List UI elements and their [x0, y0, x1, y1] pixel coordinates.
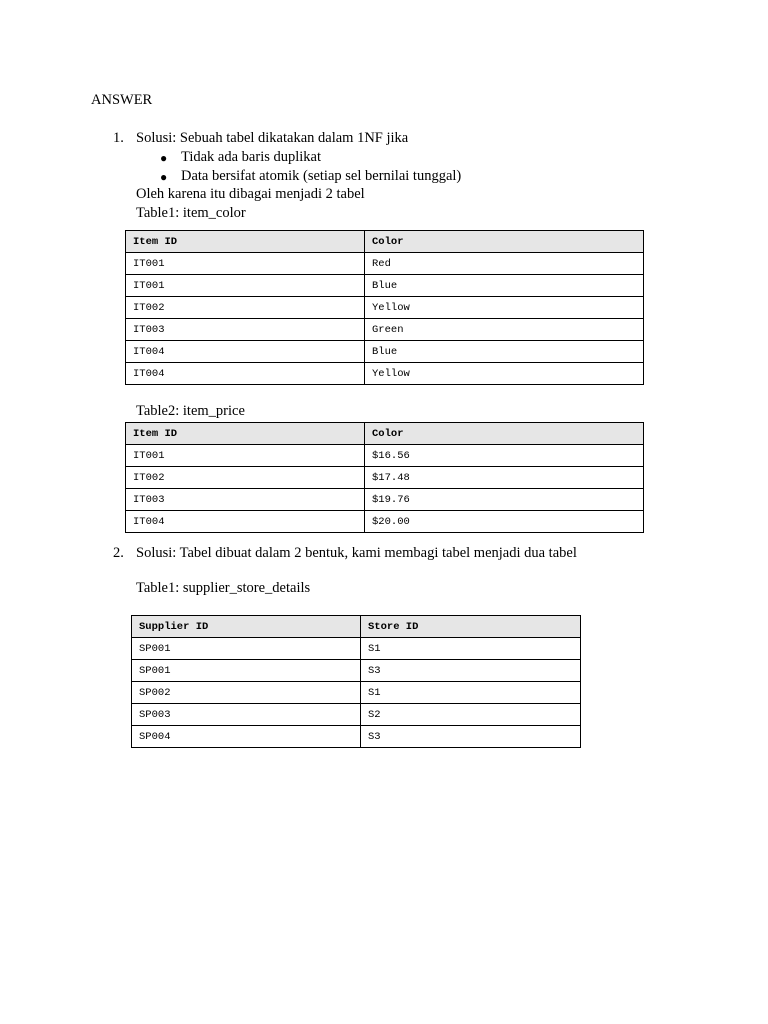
table-row	[126, 445, 644, 467]
table-cell: S1	[361, 638, 581, 660]
table-header-row	[126, 423, 644, 445]
item-color-table	[125, 230, 644, 385]
q1-table2-caption: Table2: item_price	[136, 403, 245, 419]
table-row	[132, 682, 581, 704]
column-header: Supplier ID	[132, 616, 361, 638]
column-header: Store ID	[361, 616, 581, 638]
table-cell: IT004	[126, 363, 365, 385]
bullet-icon: ●	[160, 151, 168, 165]
table-cell: Yellow	[365, 297, 644, 319]
table-cell: IT002	[126, 297, 365, 319]
supplier-store-table	[131, 615, 581, 748]
table-cell: Red	[365, 253, 644, 275]
table-cell: Green	[365, 319, 644, 341]
column-header: Item ID	[126, 231, 365, 253]
table-cell: $17.48	[365, 467, 644, 489]
column-header: Color	[365, 231, 644, 253]
table-cell: S2	[361, 704, 581, 726]
table-cell: S1	[361, 682, 581, 704]
table-row	[126, 363, 644, 385]
q2-number: 2.	[113, 545, 124, 561]
table-cell: S3	[361, 726, 581, 748]
table-cell: $19.76	[365, 489, 644, 511]
table-header-row	[126, 231, 644, 253]
table-cell: IT003	[126, 319, 365, 341]
table-cell: SP003	[132, 704, 361, 726]
table-row	[126, 319, 644, 341]
table-header-row	[132, 616, 581, 638]
q1-line2: Oleh karena itu dibagai menjadi 2 tabel	[136, 186, 365, 202]
table-row	[132, 704, 581, 726]
table-row	[126, 275, 644, 297]
table-cell: SP002	[132, 682, 361, 704]
table-cell: IT001	[126, 445, 365, 467]
table-cell: S3	[361, 660, 581, 682]
table-cell: SP001	[132, 660, 361, 682]
q1-intro: Solusi: Sebuah tabel dikatakan dalam 1NF jika	[136, 130, 409, 146]
q1-table1-caption: Table1: item_color	[136, 205, 246, 221]
table-row	[126, 253, 644, 275]
table-cell: IT001	[126, 253, 365, 275]
table-row	[126, 511, 644, 533]
table-cell: IT004	[126, 511, 365, 533]
table-row	[126, 297, 644, 319]
table-cell: Blue	[365, 341, 644, 363]
table-cell: Yellow	[365, 363, 644, 385]
table-row	[132, 638, 581, 660]
table-row	[126, 467, 644, 489]
table-cell: $16.56	[365, 445, 644, 467]
q1-number: 1.	[113, 130, 124, 146]
column-header: Item ID	[126, 423, 365, 445]
q2-intro: Solusi: Tabel dibuat dalam 2 bentuk, kami membagi tabel menjadi dua tabel	[136, 545, 577, 561]
table-cell: IT004	[126, 341, 365, 363]
table-row	[132, 726, 581, 748]
answer-heading: ANSWER	[91, 92, 153, 108]
table-cell: Blue	[365, 275, 644, 297]
table-cell: IT003	[126, 489, 365, 511]
column-header: Color	[365, 423, 644, 445]
q2-table1-caption: Table1: supplier_store_details	[136, 580, 311, 596]
table-cell: $20.00	[365, 511, 644, 533]
item-price-table	[125, 422, 644, 533]
table-row	[126, 489, 644, 511]
bullet-icon: ●	[160, 170, 168, 184]
table-cell: SP004	[132, 726, 361, 748]
q1-bullet-1: Tidak ada baris duplikat	[181, 149, 322, 165]
table-cell: IT001	[126, 275, 365, 297]
table-cell: IT002	[126, 467, 365, 489]
table-row	[126, 341, 644, 363]
table-row	[132, 660, 581, 682]
table-cell: SP001	[132, 638, 361, 660]
q1-bullet-2: Data bersifat atomik (setiap sel bernilai tunggal)	[181, 168, 462, 184]
